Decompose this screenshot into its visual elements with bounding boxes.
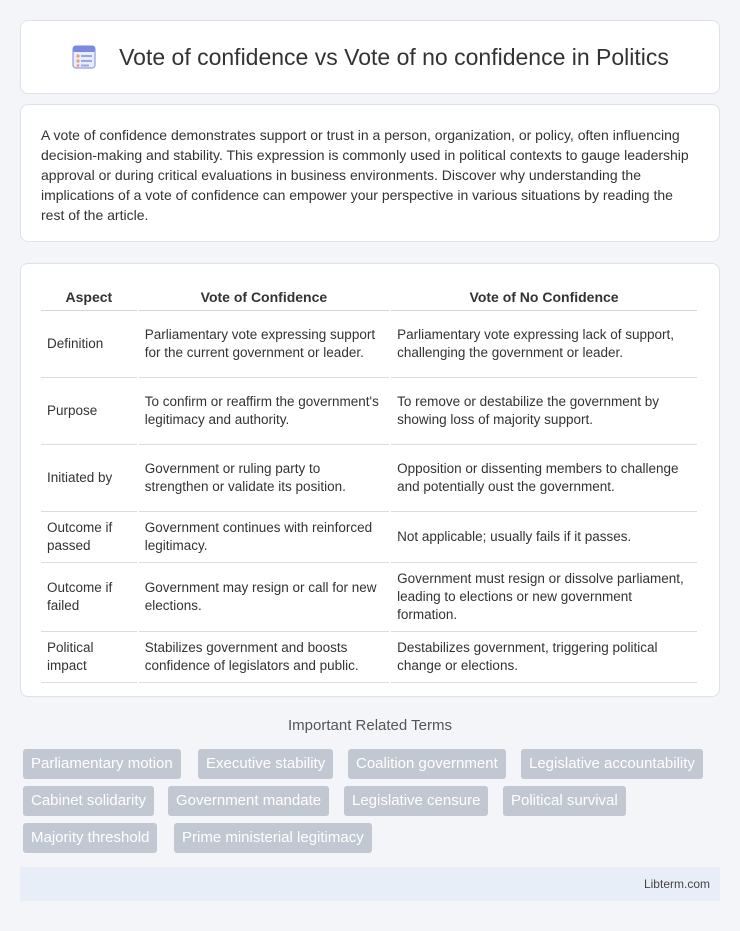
footer [20, 867, 720, 901]
related-term-tag[interactable]: Executive stability [198, 749, 333, 779]
table-cell: Government or ruling party to strengthen or validate its position. [139, 445, 389, 512]
related-term-tag[interactable]: Political survival [503, 786, 626, 816]
table-cell: Stabilizes government and boosts confidence of legislators and public. [139, 632, 389, 683]
related-term-tag[interactable]: Legislative accountability [521, 749, 703, 779]
table-cell: Outcome if passed [41, 512, 137, 563]
related-term-tag[interactable]: Parliamentary motion [23, 749, 181, 779]
table-header-row [41, 284, 697, 311]
table-cell: Opposition or dissenting members to challenge and potentially oust the government. [391, 445, 697, 512]
table-cell: Not applicable; usually fails if it passes. [391, 512, 697, 563]
document-list-icon [71, 44, 97, 70]
table-cell: Parliamentary vote expressing lack of support, challenging the government or leader. [391, 311, 697, 378]
table-cell: Parliamentary vote expressing support for the current government or leader. [139, 311, 389, 378]
related-terms-title: Important Related Terms [288, 717, 452, 734]
table-row [41, 632, 697, 683]
table-cell: To confirm or reaffirm the government's legitimacy and authority. [139, 378, 389, 445]
related-term-tag[interactable]: Legislative censure [344, 786, 488, 816]
table-row [41, 445, 697, 512]
related-term-tag[interactable]: Majority threshold [23, 823, 157, 853]
table-cell: Government must resign or dissolve parliament, leading to elections or new government formation. [391, 563, 697, 632]
header-card [20, 20, 720, 94]
table-cell: Political impact [41, 632, 137, 683]
table-row [41, 378, 697, 445]
table-cell: Government continues with reinforced legitimacy. [139, 512, 389, 563]
comparison-card [20, 263, 720, 697]
table-row [41, 311, 697, 378]
table-cell: Definition [41, 311, 137, 378]
column-header: Vote of Confidence [139, 284, 389, 311]
table-cell: To remove or destabilize the government by showing loss of majority support. [391, 378, 697, 445]
column-header: Aspect [41, 284, 137, 311]
table-cell: Outcome if failed [41, 563, 137, 632]
table-cell: Destabilizes government, triggering political change or elections. [391, 632, 697, 683]
page-title: Vote of confidence vs Vote of no confidence in Politics [119, 43, 669, 70]
related-term-tag[interactable]: Prime ministerial legitimacy [174, 823, 372, 853]
table-row [41, 512, 697, 563]
table-row [41, 563, 697, 632]
table-cell: Government may resign or call for new elections. [139, 563, 389, 632]
related-term-tag[interactable]: Government mandate [168, 786, 329, 816]
table-cell: Purpose [41, 378, 137, 445]
column-header: Vote of No Confidence [391, 284, 697, 311]
table-cell: Initiated by [41, 445, 137, 512]
intro-card [20, 104, 720, 242]
related-term-tag[interactable]: Cabinet solidarity [23, 786, 154, 816]
footer-site-link[interactable]: Libterm.com [643, 877, 710, 891]
intro-text: A vote of confidence demonstrates support or trust in a person, organization, or policy, often influencing decision-making and stability. This expression is commonly used in political contexts to gauge leadership approval or during critical evaluations in business environments. Discover why understanding the implications of a vote of confidence can empower your perspective in various situations by reading the rest of the article. [41, 127, 689, 223]
related-term-tag[interactable]: Coalition government [348, 749, 506, 779]
comparison-table [39, 284, 699, 683]
